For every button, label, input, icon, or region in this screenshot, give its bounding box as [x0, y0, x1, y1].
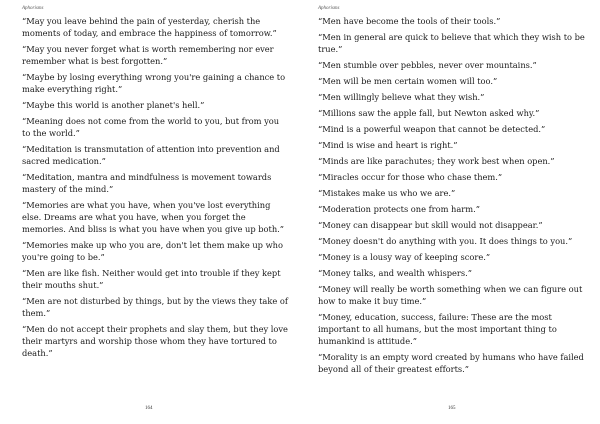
quote-item: “Maybe this world is another planet's hell.” — [22, 100, 205, 110]
quote-item: “Meaning does not come from the world to you, but from you to the world.” — [22, 116, 280, 138]
quote-item: “Men have become the tools of their tools.” — [318, 16, 501, 26]
quote-item: “Men are like fish. Neither would get into trouble if they kept their mouths shut.” — [22, 268, 281, 290]
quote-item: “Men do not accept their prophets and slay them, but they love their martyrs and worship those whom they have tortured to death.” — [22, 324, 288, 358]
quote-item: “Mind is wise and heart is right.” — [318, 140, 458, 150]
quote-item: “Money can disappear but skill would not disappear.” — [318, 220, 543, 230]
quote-item: “Money talks, and wealth whispers.” — [318, 268, 472, 278]
running-head: Aphorisms — [22, 6, 44, 11]
quote-item: “Men stumble over pebbles, never over mountains.” — [318, 60, 537, 70]
quote-item: “Money doesn't do anything with you. It does things to you.” — [318, 236, 573, 246]
quote-item: “May you leave behind the pain of yesterday, cherish the moments of today, and embrace the happiness of tomorrow.” — [22, 16, 277, 38]
running-head: Aphorisms — [318, 6, 340, 11]
quote-item: “Money, education, success, failure: These are the most important to all humans, but the most important thing to humankind is attitude.” — [318, 312, 557, 346]
page-number: 164 — [145, 406, 153, 411]
quote-item: “Maybe by losing everything wrong you're gaining a chance to make everything right.” — [22, 72, 286, 94]
quote-item: “Men willingly believe what they wish.” — [318, 92, 485, 102]
quote-item: “Miracles occur for those who chase them.” — [318, 172, 503, 182]
quote-item: “Millions saw the apple fall, but Newton asked why.” — [318, 108, 540, 118]
quote-item: “Memories make up who you are, don't let them make up who you're going to be.” — [22, 240, 283, 262]
quote-item: “Men in general are quick to believe that which they wish to be true.” — [318, 32, 585, 54]
quote-item: “Money will really be worth something when we can figure out how to make it buy time.” — [318, 284, 583, 306]
page-number: 165 — [448, 406, 456, 411]
quote-item: “May you never forget what is worth remembering nor ever remember what is best forgotten.” — [22, 44, 274, 66]
quote-item: “Morality is an empty word created by humans who have failed beyond all of their greatest efforts.” — [318, 352, 584, 374]
quote-item: “Meditation, mantra and mindfulness is movement towards mastery of the mind.” — [22, 172, 272, 194]
quote-item: “Mind is a powerful weapon that cannot be detected.” — [318, 124, 546, 134]
quote-item: “Money is a lousy way of keeping score.” — [318, 252, 491, 262]
quote-item: “Minds are like parachutes; they work best when open.” — [318, 156, 555, 166]
quote-list — [22, 15, 288, 363]
right-page — [300, 0, 600, 424]
quote-item: “Mistakes make us who we are.” — [318, 188, 456, 198]
quote-item: “Moderation protects one from harm.” — [318, 204, 480, 214]
quote-list — [318, 15, 588, 379]
quote-item: “Meditation is transmutation of attention into prevention and sacred medication.” — [22, 144, 280, 166]
quote-item: “Men are not disturbed by things, but by the views they take of them.” — [22, 296, 288, 318]
quote-item: “Men will be men certain women will too.” — [318, 76, 498, 86]
quote-item: “Memories are what you have, when you've lost everything else. Dreams are what you have, when you forget the memories. And bliss is what you have when you give up both.” — [22, 200, 285, 234]
